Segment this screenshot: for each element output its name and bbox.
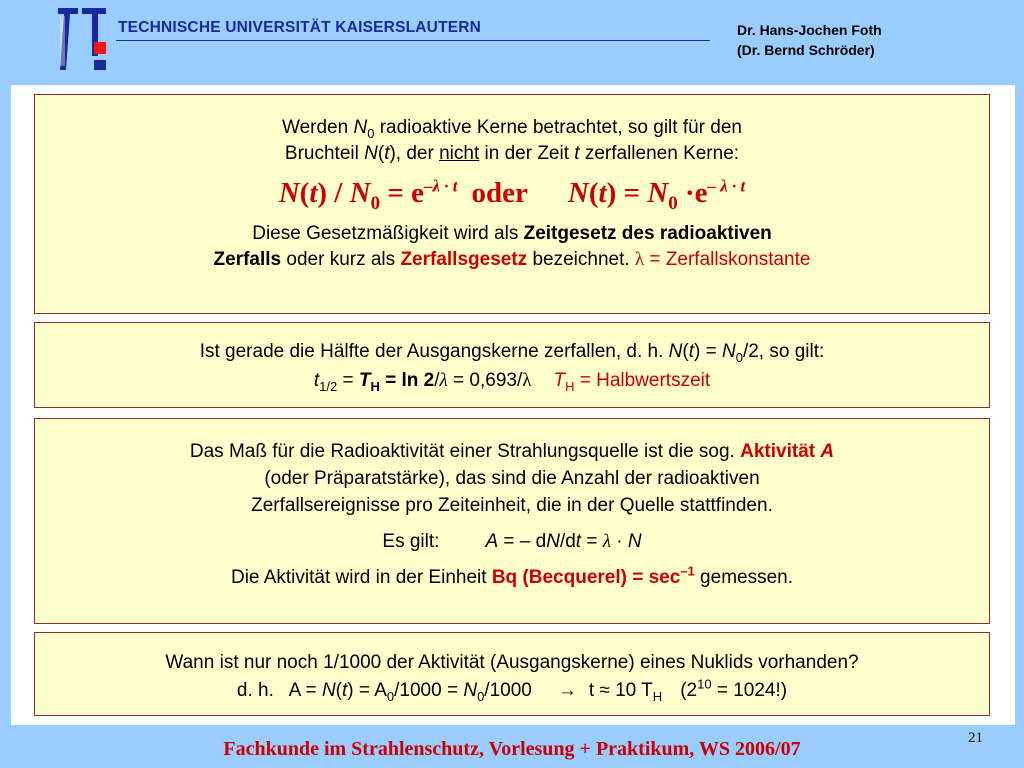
decay-intro-line2: Bruchteil N(t), der nicht in der Zeit t zerfallenen Kerne: xyxy=(284,143,740,164)
co-author-name: (Dr. Bernd Schröder) xyxy=(737,42,875,58)
activity-line2: (oder Präparatstärke), das sind die Anzahl der radioaktiven xyxy=(264,468,760,489)
tu-logo-icon xyxy=(52,4,112,74)
activity-line1: Das Maß für die Radioaktivität einer Strahlungsquelle ist die sog. Aktivität A xyxy=(189,441,835,462)
page-number: 21 xyxy=(968,730,983,746)
decay-intro-line1: Werden $N_0$ radioaktive Kerne betrachtet, so gilt für den xyxy=(282,117,742,141)
university-name: TECHNISCHE UNIVERSITÄT KAISERSLAUTERN xyxy=(118,19,482,36)
activity-box xyxy=(34,418,990,624)
half-life-line1: Ist gerade die Hälfte der Ausgangskerne zerfallen, d. h. $N(t) = N_0/2$, so gilt: xyxy=(199,341,825,365)
decay-law-box xyxy=(34,94,990,314)
decay-law-definition-line2: Zerfalls oder kurz als Zerfallsgesetz bezeichnet. λ = Zerfallskonstante xyxy=(213,249,811,270)
title-underline xyxy=(116,40,710,41)
decay-law-definition-line1: Diese Gesetzmäßigkeit wird als Zeitgesetz des radioaktiven xyxy=(252,223,772,244)
activity-unit-line: Die Aktivität wird in der Einheit Bq (Becquerel) = $\sec^{-1}$ gemessen. xyxy=(230,563,794,588)
half-life-formula: $t_{1/2} = T_H = \ln 2/\lambda = 0,693/\lambda$ $T_H$ = Halbwertszeit xyxy=(313,370,711,394)
exercise-box xyxy=(34,632,990,716)
activity-line3: Zerfallsereignisse pro Zeiteinheit, die in der Quelle stattfinden. xyxy=(251,495,773,516)
half-life-box xyxy=(34,322,990,408)
activity-formula: Es gilt: A = – dN/dt = λ · N xyxy=(382,531,642,552)
decay-law-formula: $N(t) / N_0 = e^{-\lambda \cdot t}$ oder $N(t) = N_0 \cdot e^{- \lambda \cdot t}$ xyxy=(278,176,746,214)
author-name: Dr. Hans-Jochen Foth xyxy=(737,22,882,38)
exercise-question: Wann ist nur noch 1/1000 der Aktivität (Ausgangskerne) eines Nuklids vorhanden? xyxy=(165,652,859,673)
course-footer: Fachkunde im Strahlenschutz, Vorlesung + Praktikum, WS 2006/07 xyxy=(223,738,801,760)
arrow-right-icon: → xyxy=(557,680,577,701)
exercise-solution: d. h. $A = N(t) = A_0/1000 = N_0/1000 \to t \approx 10$ $T_H$ $(2^{10} = 1024!)$ xyxy=(236,676,788,704)
